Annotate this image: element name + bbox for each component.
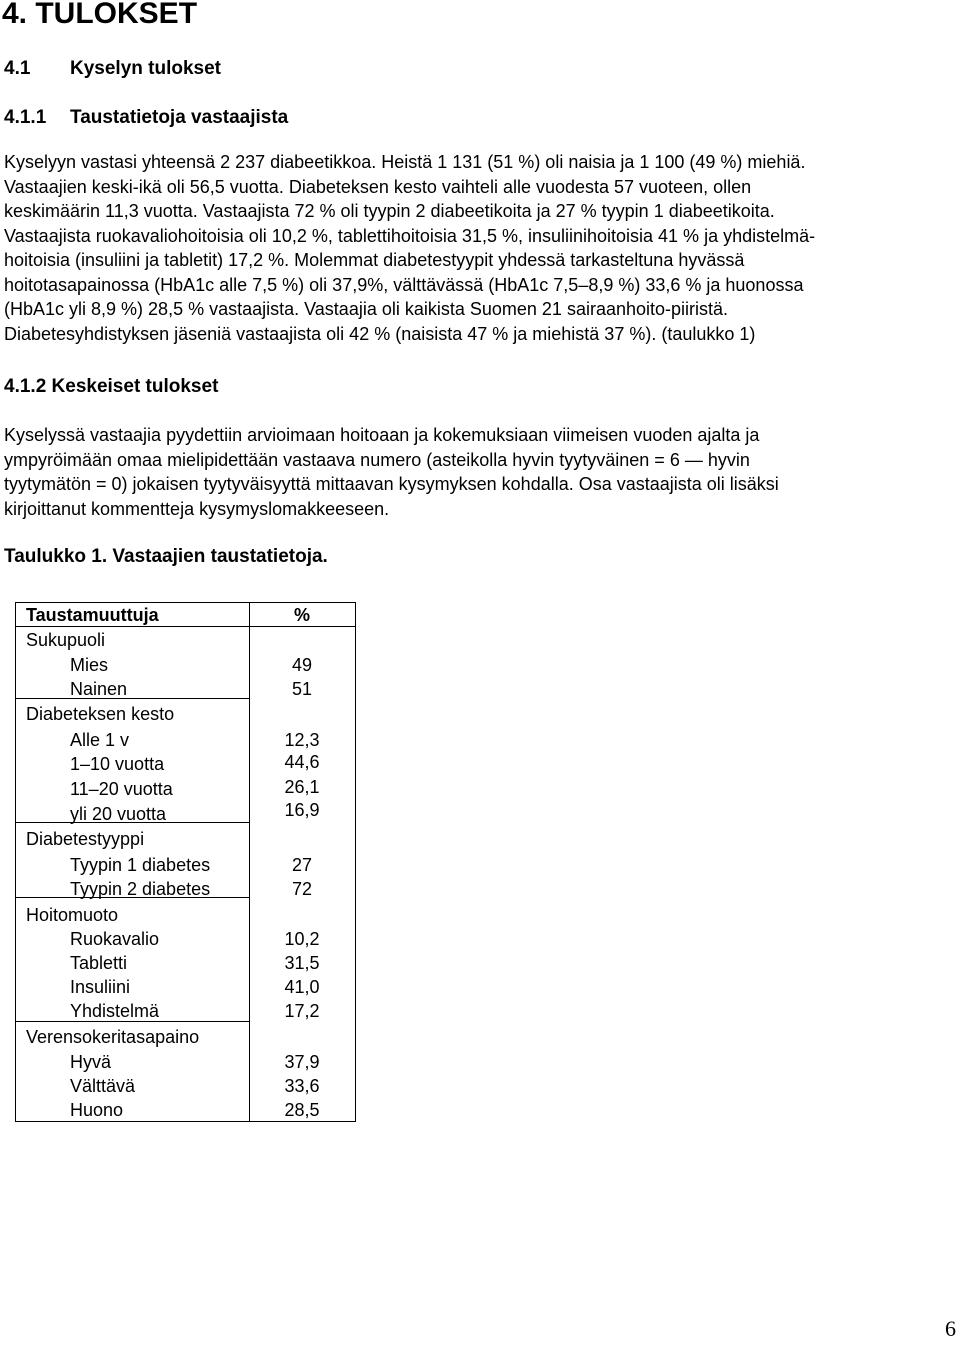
table-row: [16, 1050, 354, 1074]
table-row: [16, 853, 354, 877]
row-label: Hyvä: [70, 1052, 112, 1072]
table-category-row: [16, 628, 354, 652]
row-value: 72: [291, 879, 313, 899]
row-label: Välttävä: [70, 1076, 136, 1096]
row-value: 17,2: [284, 1001, 320, 1021]
table-category-row: [16, 702, 354, 726]
category-label: Verensokeritasapaino: [26, 1027, 200, 1047]
row-value: 12,3: [284, 730, 320, 750]
row-value: 41,0: [284, 977, 320, 997]
table-row: [16, 677, 354, 701]
table-row: [16, 752, 354, 776]
paragraph-line: hoitoisia (insuliini ja tabletit) 17,2 %. Molemmat diabetestyypit yhdessä tarkasteltuna hyvässä: [4, 250, 745, 270]
paragraph-line: Kyselyyn vastasi yhteensä 2 237 diabeetikkoa. Heistä 1 131 (51 %) oli naisia ja 1 100 (49 %) miehiä.: [4, 152, 806, 172]
row-label: Ruokavalio: [70, 929, 160, 949]
background-paragraph: [4, 150, 954, 346]
row-value: 16,9: [284, 800, 320, 820]
table-row: [16, 728, 354, 752]
table-header-row: [16, 603, 354, 627]
row-value: 27: [291, 855, 313, 875]
table-row: [16, 927, 354, 951]
row-value: 28,5: [284, 1100, 320, 1120]
subsection-heading: [4, 106, 288, 130]
category-label: Hoitomuoto: [26, 905, 119, 925]
paragraph-line: kirjoittanut kommentteja kysymyslomakkeeseen.: [4, 498, 390, 519]
paragraph-line: (HbA1c yli 8,9 %) 28,5 % vastaajista. Vastaajia oli kaikista Suomen 21 sairaanhoito-piiristä.: [4, 299, 729, 319]
table-row: [16, 975, 354, 999]
results-paragraph: [4, 423, 954, 521]
results-heading: 4.1.2 Keskeiset tulokset: [4, 376, 219, 397]
row-label: Tabletti: [70, 953, 128, 973]
row-value: 44,6: [284, 752, 320, 772]
paragraph-line: keskimäärin 11,3 vuotta. Vastaajista 72 % oli tyypin 2 diabeetikoita ja 27 % tyypin 1 diabeetikoita.: [4, 201, 775, 221]
table-row: [16, 1074, 354, 1098]
category-label: Sukupuoli: [26, 630, 106, 650]
row-value: 51: [291, 679, 313, 699]
subsection-title: Taustatietoja vastaajista: [70, 107, 289, 128]
row-value: 33,6: [284, 1076, 320, 1096]
category-label: Diabeteksen kesto: [26, 704, 175, 724]
row-label: Tyypin 2 diabetes: [70, 879, 211, 899]
table-row: [16, 877, 354, 901]
row-label: 11–20 vuotta: [70, 779, 173, 799]
row-value: 26,1: [284, 777, 320, 797]
row-label: Nainen: [70, 679, 128, 699]
row-label: Alle 1 v: [70, 730, 130, 750]
table-row: [16, 653, 354, 677]
table-row: [16, 999, 354, 1023]
table-row: [16, 1098, 354, 1122]
chapter-heading: 4. TULOKSET: [2, 0, 198, 30]
table-category-row: [16, 1025, 354, 1049]
table-row: [16, 951, 354, 975]
row-label: Mies: [70, 655, 109, 675]
header-label: Taustamuuttuja: [26, 605, 159, 625]
row-value: 10,2: [284, 929, 320, 949]
paragraph-line: Diabetesyhdistyksen jäseniä vastaajista oli 42 % (naisista 47 % ja miehistä 37 %). (taulukko 1): [4, 323, 756, 344]
table-caption: Taulukko 1. Vastaajien taustatietoja.: [4, 546, 328, 567]
paragraph-line: Vastaajista ruokavaliohoitoisia oli 10,2 %, tablettihoitoisia 31,5 %, insuliinihoitoisia 41 % ja yhdistelmä-: [4, 225, 816, 246]
category-label: Diabetestyyppi: [26, 829, 145, 849]
row-value: 31,5: [284, 953, 320, 973]
section-number: 4.1: [4, 58, 31, 79]
row-label: 1–10 vuotta: [70, 754, 165, 774]
paragraph-line: Vastaajien keski-ikä oli 56,5 vuotta. Diabeteksen kesto vaihteli alle vuodesta 57 vuoteen, ollen: [4, 176, 752, 197]
subsection-number: 4.1.1: [4, 107, 47, 128]
paragraph-line: tyytymätön = 0) jokaisen tyytyväisyyttä mittaavan kysymyksen kohdalla. Osa vastaajista oli lisäksi: [4, 474, 779, 494]
row-label: Huono: [70, 1100, 124, 1120]
paragraph-line: Kyselyssä vastaajia pyydettiin arvioimaan hoitoaan ja kokemuksiaan viimeisen vuoden ajalta ja: [4, 425, 760, 445]
row-label: Insuliini: [70, 977, 131, 997]
paragraph-line: ympyröimään omaa mielipidettään vastaava numero (asteikolla hyvin tyytyväinen = 6 — hyvin: [4, 449, 750, 470]
section-title: Kyselyn tulokset: [70, 58, 221, 79]
row-label: yli 20 vuotta: [70, 804, 167, 824]
row-value: 49: [291, 655, 313, 675]
row-label: Tyypin 1 diabetes: [70, 855, 211, 875]
row-label: Yhdistelmä: [70, 1001, 160, 1021]
table-row: [16, 802, 354, 826]
section-heading: [4, 57, 221, 81]
paragraph-line: hoitotasapainossa (HbA1c alle 7,5 %) oli 37,9%, välttävässä (HbA1c 7,5–8,9 %) 33,6 % ja huonossa: [4, 274, 804, 295]
table-category-row: [16, 903, 354, 927]
table-category-row: [16, 827, 354, 851]
background-table: [15, 602, 356, 1122]
row-value: 37,9: [284, 1052, 320, 1072]
header-value: %: [293, 605, 310, 625]
page-number: 6: [945, 1316, 956, 1341]
